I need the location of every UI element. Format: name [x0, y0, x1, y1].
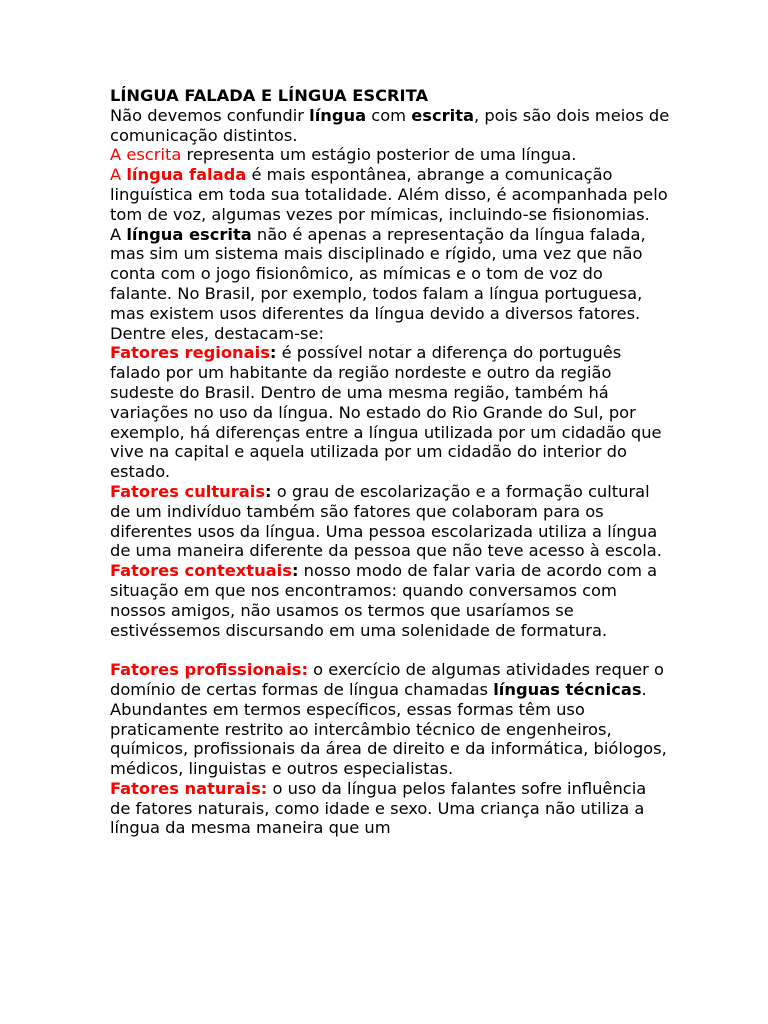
blank-line: [110, 640, 670, 660]
falada-highlight-term: língua falada: [126, 165, 247, 185]
falada-text: é mais espontânea, abrange a comunicação linguística em toda sua totalidade. Além disso, é acompanhada pelo tom de voz, algumas vezes por mímicas, incluindo-se fisionomias.: [110, 165, 668, 224]
paragraph-lingua-falada: [110, 165, 670, 224]
profissionais-heading: Fatores profissionais:: [110, 660, 308, 680]
intro-text-2: com: [366, 105, 412, 125]
paragraph-fatores-naturais: [110, 779, 670, 838]
regionais-heading: Fatores regionais: [110, 343, 270, 363]
culturais-colon: :: [265, 481, 272, 501]
culturais-heading: Fatores culturais: [110, 481, 266, 501]
naturais-heading: Fatores naturais:: [110, 778, 268, 798]
regionais-colon: :: [269, 343, 277, 363]
lingua-escrita-bold-term: língua escrita: [126, 224, 252, 244]
lingua-escrita-text-2: não é apenas a representação da língua falada, mas sim um sistema mais disciplinado e rígido, uma vez que não conta com o jogo fisionômico, as mímicas e o tom de voz do falante. No Brasil, por exemplo, todos falam a língua portuguesa, mas existem usos diferentes da língua devido a diversos fatores. Dentre eles, destacam-se:: [110, 224, 646, 343]
escrita-highlight: A escrita: [110, 145, 182, 165]
intro-text-3: , pois são dois meios de comunicação distintos.: [110, 105, 670, 145]
profissionais-text-1: o exercício de algumas atividades requer o domínio de certas formas de língua chamadas: [110, 660, 665, 699]
paragraph-lingua-escrita: [110, 225, 670, 344]
paragraph-escrita: [110, 145, 670, 165]
document-title: LÍNGUA FALADA E LÍNGUA ESCRITA: [110, 86, 429, 105]
intro-text-1: Não devemos confundir: [110, 105, 310, 125]
contextuais-colon: :: [291, 561, 299, 581]
lingua-escrita-text-1: A: [110, 224, 127, 244]
intro-bold-lingua: língua: [309, 105, 367, 125]
document-page: [110, 86, 670, 838]
falada-highlight-a: A: [110, 165, 127, 185]
profissionais-bold-term: línguas técnicas: [493, 679, 642, 699]
intro-bold-escrita: escrita: [411, 105, 474, 125]
naturais-text: o uso da língua pelos falantes sofre influência de fatores naturais, como idade e sexo. Uma criança não utiliza a língua da mesma maneira que um: [110, 778, 647, 838]
paragraph-fatores-regionais: [110, 343, 670, 482]
paragraph-fatores-profissionais: [110, 660, 670, 779]
paragraph-fatores-culturais: [110, 482, 670, 640]
paragraph-intro: [110, 106, 670, 146]
contextuais-text: nosso modo de falar varia de acordo com a situação em que nos encontramos: quando conversamos com nossos amigos, não usamos os termos que usaríamos se estivéssemos discursando em uma solenidade de formatura.: [110, 561, 658, 640]
culturais-text: o grau de escolarização e a formação cultural de um indivíduo também são fatores que colaboram para os diferentes usos da língua. Uma pessoa escolarizada utiliza a língua de uma maneira diferente da pessoa que não teve acesso à escola.: [110, 481, 662, 561]
profissionais-text-2: . Abundantes em termos específicos, essas formas têm uso praticamente restrito ao intercâmbio técnico de engenheiros, químicos, profissionais da área de direito e da informática, biólogos, médicos, linguistas e outros especialistas.: [110, 679, 667, 779]
contextuais-heading: Fatores contextuais: [110, 561, 292, 581]
escrita-text: representa um estágio posterior de uma língua.: [181, 145, 577, 165]
regionais-text: é possível notar a diferença do português falado por um habitante da região nordeste e outro da região sudeste do Brasil. Dentro de uma mesma região, também há variações no uso da língua. No estado do Rio Grande do Sul, por exemplo, há diferenças entre a língua utilizada por um cidadão que vive na capital e aquela utilizada por um cidadão do interior do estado.: [110, 343, 662, 482]
